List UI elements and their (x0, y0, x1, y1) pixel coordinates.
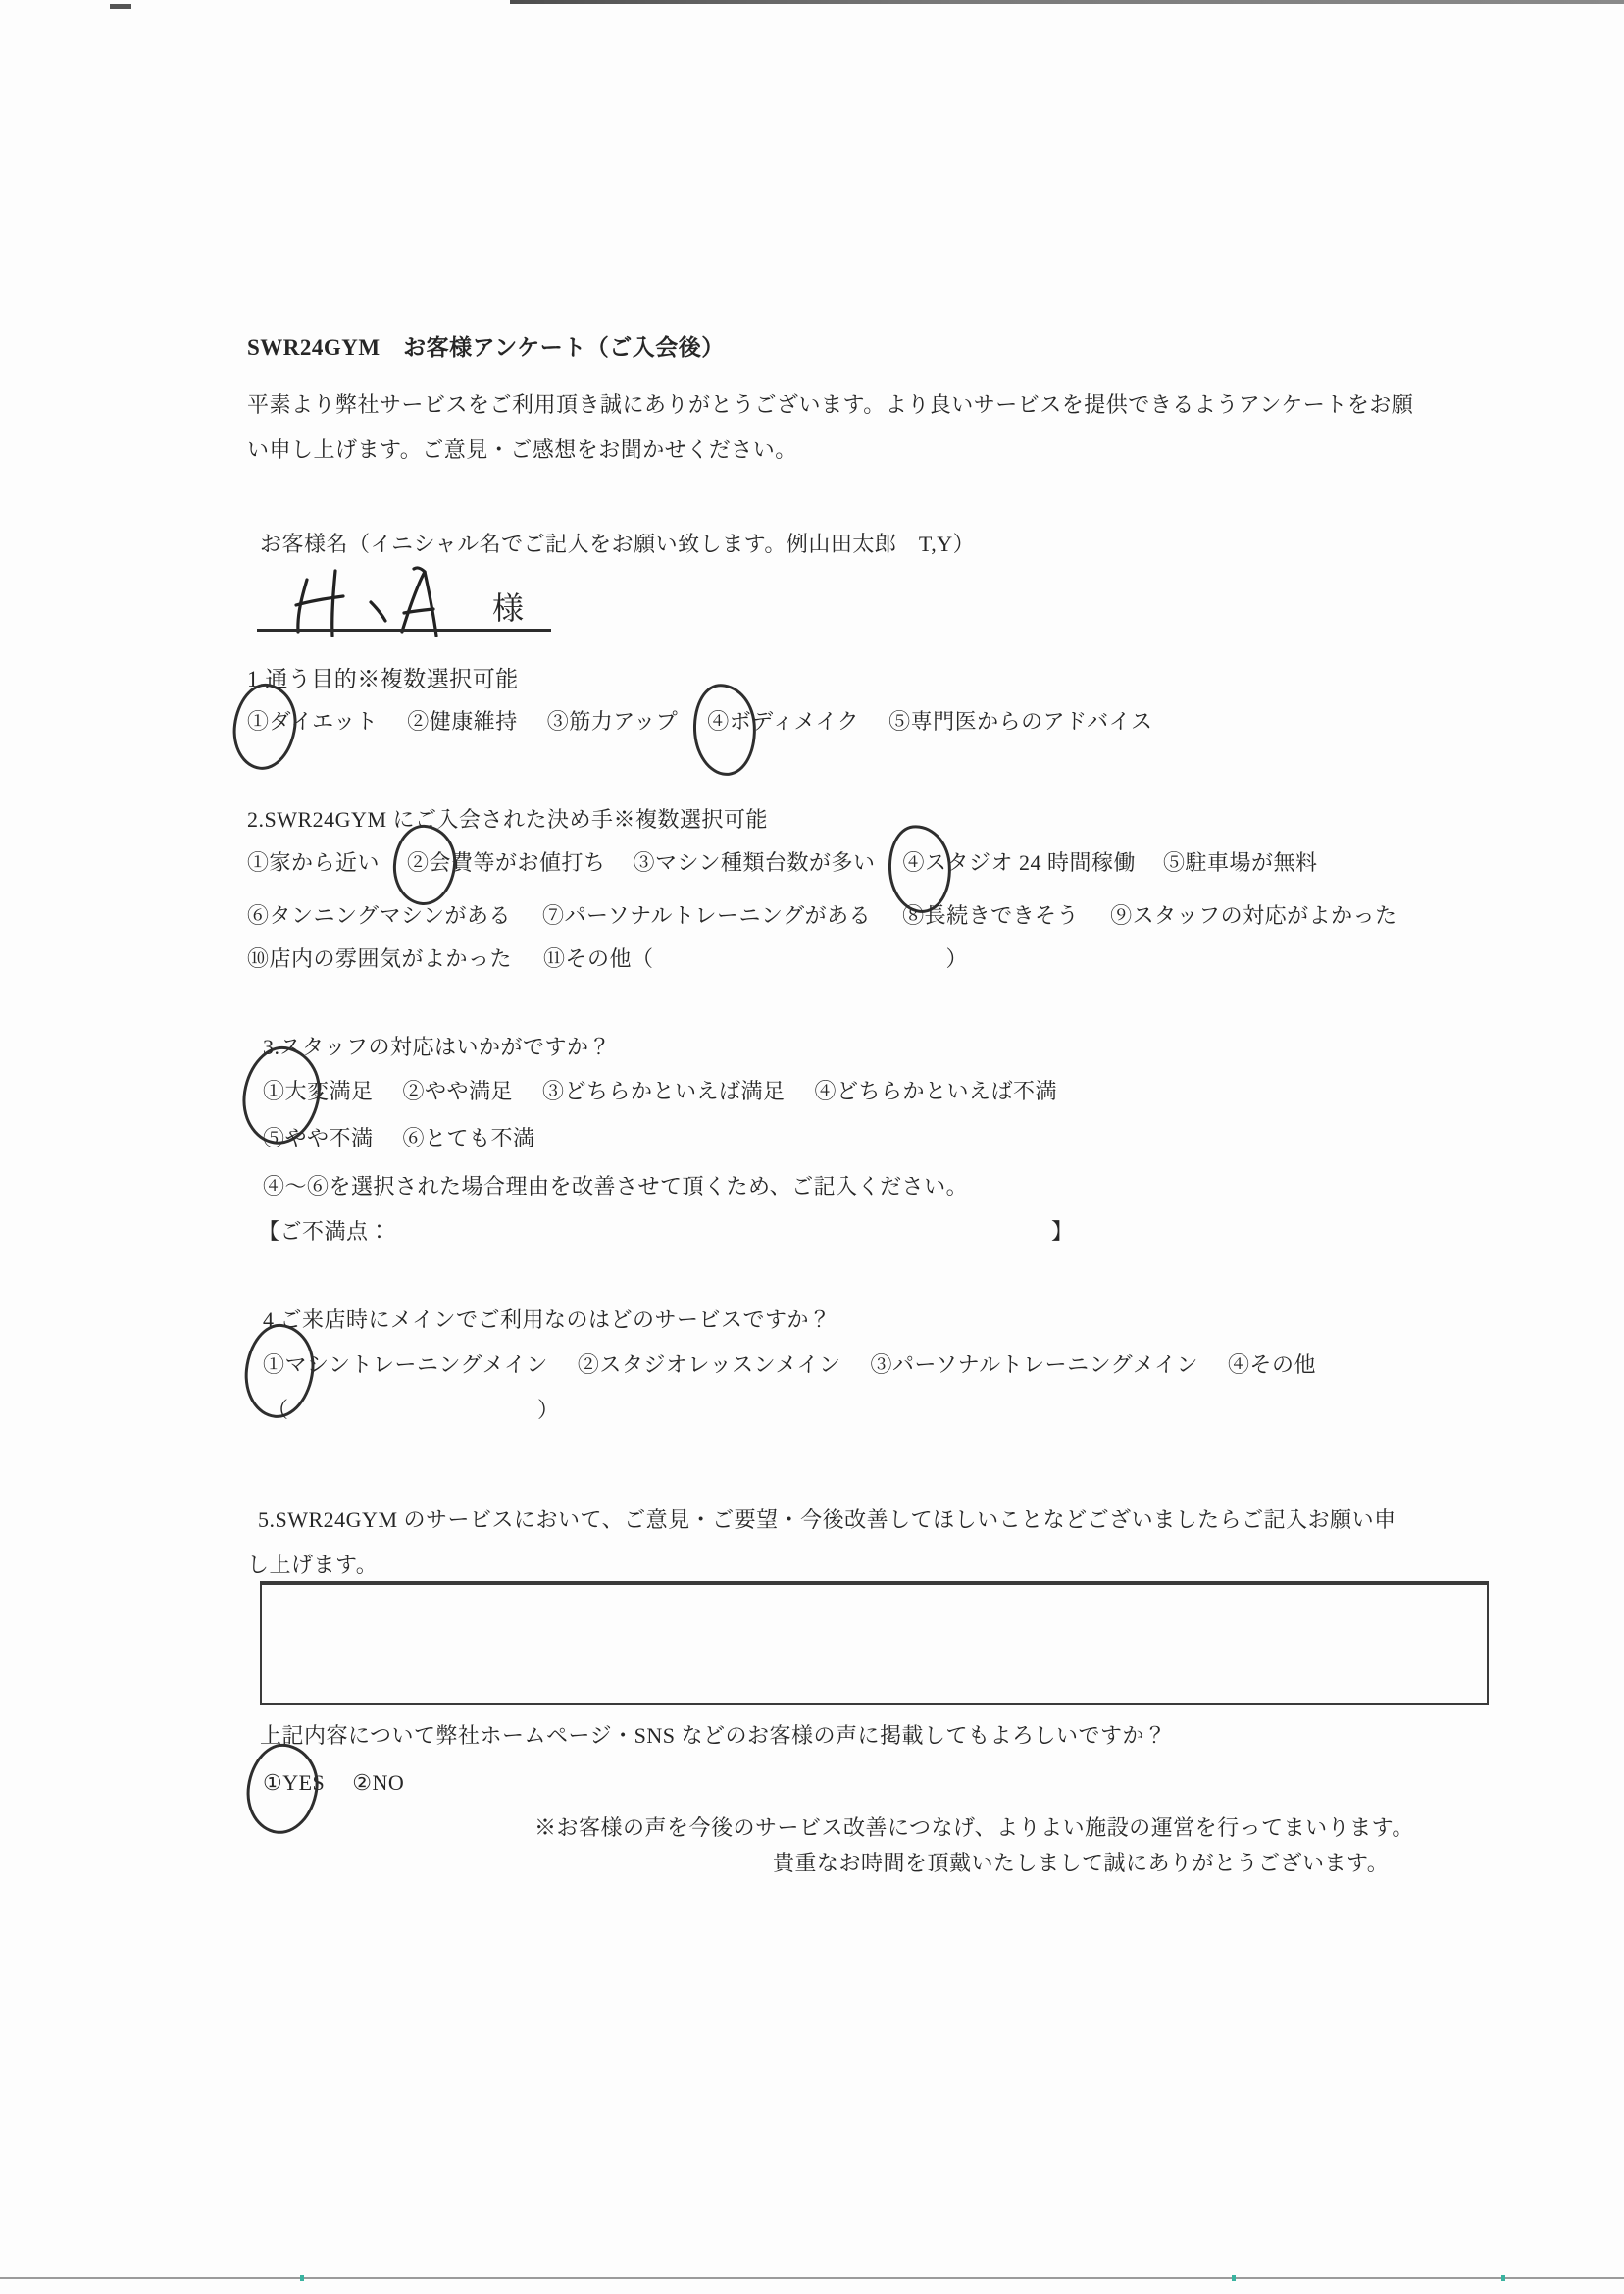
q4-title: 4.ご来店時にメインでご利用なのはどのサービスですか？ (263, 1307, 832, 1332)
q2-title: 2.SWR24GYM にご入会された決め手※複数選択可能 (247, 807, 769, 832)
survey-option: ①ダイエット (247, 708, 378, 736)
handwritten-circle-mark (241, 1739, 324, 1838)
q3-options-line2 (263, 1125, 535, 1152)
survey-option: ④ボディメイク (707, 708, 859, 736)
survey-option: ⑤やや不満 (263, 1126, 374, 1150)
survey-option: ⑩店内の雰囲気がよかった (247, 946, 513, 971)
survey-option: ②やや満足 (402, 1079, 514, 1103)
scan-artifact-tick (300, 2275, 304, 2281)
survey-option: ③パーソナルトレーニングメイン (870, 1352, 1198, 1377)
scan-artifact-top-dash (110, 4, 131, 9)
survey-option: ） (945, 946, 969, 971)
handwritten-circle-mark (228, 680, 301, 773)
name-underline (257, 629, 551, 632)
survey-option: ④その他 (1227, 1352, 1316, 1377)
comment-box (260, 1581, 1489, 1705)
q3-complaint-bracket-open: 【ご不満点： (258, 1219, 391, 1244)
survey-option: ①YES (263, 1769, 325, 1797)
q3-complaint-bracket-close: 】 (1051, 1219, 1074, 1244)
scan-artifact-tick (1232, 2275, 1236, 2281)
survey-option: ①大変満足 (263, 1078, 374, 1105)
q3-note: ④～⑥を選択された場合理由を改善させて頂くため、ご記入ください。 (263, 1174, 969, 1198)
survey-option: ⑪その他（ (543, 946, 654, 971)
q1-options (247, 708, 1152, 736)
survey-option: ④スタジオ 24 時間稼働 (902, 849, 1136, 877)
survey-option: ⑤専門医からのアドバイス (888, 709, 1153, 734)
survey-option: ③筋力アップ (546, 709, 679, 734)
q4-other-paren-open: （ (267, 1398, 289, 1422)
q4-options (263, 1351, 1316, 1379)
survey-option: ②スタジオレッスンメイン (577, 1352, 841, 1377)
q2-options-line2 (247, 902, 1397, 930)
survey-option: ⑧長続きできそう (902, 903, 1080, 928)
survey-option: ⑥とても不満 (402, 1126, 535, 1150)
q1-title: 1.通う目的※複数選択可能 (247, 667, 519, 691)
intro-text-line2: い申し上げます。ご意見・ご感想をお聞かせください。 (247, 437, 797, 462)
q3-title: 3.スタッフの対応はいかがですか？ (263, 1035, 612, 1059)
consent-question: 上記内容について弊社ホームページ・SNS などのお客様の声に掲載してもよろしいですか？ (260, 1723, 1167, 1748)
q4-other-paren-close: ） (537, 1398, 560, 1422)
q5-title-line2: し上げます。 (247, 1553, 379, 1577)
footer-note2: 貴重なお時間を頂戴いたしまして誠にありがとうございます。 (773, 1851, 1390, 1875)
consent-options (263, 1769, 404, 1797)
footer-note1: ※お客様の声を今後のサービス改善につなげ、よりよい施設の運営を行ってまいります。 (534, 1815, 1414, 1840)
survey-option: ②健康維持 (407, 709, 518, 734)
honorific-sama: 様 (492, 590, 525, 626)
scan-artifact-tick (1501, 2275, 1505, 2281)
q2-options-line3 (247, 945, 968, 973)
page-title: SWR24GYM お客様アンケート（ご入会後） (247, 335, 725, 360)
q2-options-line1 (247, 849, 1318, 877)
survey-option: ⑤駐車場が無料 (1163, 850, 1318, 875)
survey-option: ⑦パーソナルトレーニングがある (542, 903, 872, 928)
survey-option: ②NO (352, 1770, 405, 1795)
survey-option: ③マシン種類台数が多い (633, 850, 876, 875)
survey-option: ②会費等がお値打ち (407, 849, 606, 877)
customer-name-label: お客様名（イニシャル名でご記入をお願い致します。例山田太郎 T,Y） (260, 532, 976, 556)
q3-options-line1 (263, 1078, 1057, 1105)
scan-artifact-bottom-line (0, 2277, 1624, 2279)
survey-option: ①家から近い (247, 850, 381, 875)
scan-artifact-top-line (510, 0, 1624, 4)
survey-option: ⑨スタッフの対応がよかった (1110, 903, 1397, 928)
survey-option: ⑥タンニングマシンがある (247, 903, 512, 928)
survey-option: ④どちらかといえば不満 (814, 1079, 1058, 1103)
survey-option: ①マシントレーニングメイン (263, 1351, 548, 1379)
q5-title-line1: 5.SWR24GYM のサービスにおいて、ご意見・ご要望・今後改善してほしいことなどございましたらご記入お願い申 (258, 1507, 1396, 1532)
intro-text-line1: 平素より弊社サービスをご利用頂き誠にありがとうございます。より良いサービスを提供できるようアンケートをお願 (247, 392, 1414, 417)
handwritten-circle-mark (391, 823, 458, 906)
survey-option: ③どちらかといえば満足 (542, 1079, 786, 1103)
handwritten-circle-mark (689, 681, 760, 778)
